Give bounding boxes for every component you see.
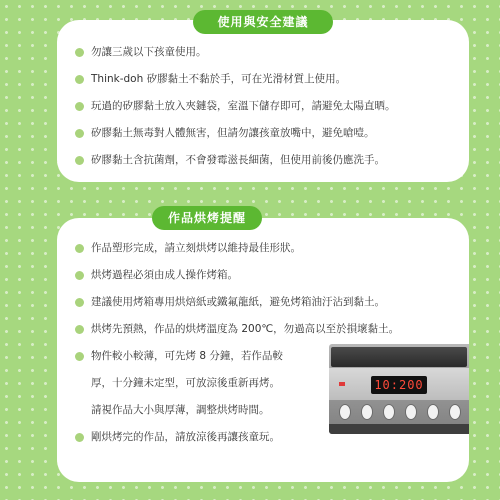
oven-knob-icon xyxy=(361,404,373,420)
item-text: 剛烘烤完的作品，請放涼後再讓孩童玩。 xyxy=(91,431,280,443)
list-item xyxy=(75,73,461,86)
oven-knob-icon xyxy=(449,404,461,420)
oven-knob-icon xyxy=(427,404,439,420)
oven-knob-icon xyxy=(405,404,417,420)
item-text-line: 厚，十分鐘未定型，可放涼後重新再烤。 xyxy=(91,377,280,389)
oven-photo xyxy=(329,344,469,434)
bullet-dot-icon xyxy=(75,271,84,280)
item-text: 烘烤過程必須由成人操作烤箱。 xyxy=(91,269,238,281)
baking-panel xyxy=(57,211,469,482)
safety-list xyxy=(75,46,461,181)
oven-window xyxy=(331,347,467,367)
oven-display: 10:200 xyxy=(371,376,427,394)
bullet-dot-icon xyxy=(75,298,84,307)
oven-knob-icon xyxy=(339,404,351,420)
item-text: 玩過的矽膠黏土放入夾鏈袋，室溫下儲存即可，請避免太陽直晒。 xyxy=(91,100,396,112)
bullet-dot-icon xyxy=(75,325,84,334)
oven-indicator-light xyxy=(339,382,345,386)
bullet-dot-icon xyxy=(75,352,84,361)
bullet-dot-icon xyxy=(75,244,84,253)
item-text-line: 請視作品大小與厚薄，調整烘烤時間。 xyxy=(91,404,270,416)
list-item xyxy=(75,154,461,167)
baking-header: 作品烘烤提醒 xyxy=(152,206,262,230)
item-text: 作品塑形完成，請立刻烘烤以維持最佳形狀。 xyxy=(91,242,301,254)
oven-control-panel xyxy=(329,368,469,400)
item-text: Think-doh 矽膠黏土不黏於手，可在光滑材質上使用。 xyxy=(91,73,347,85)
item-text: 矽膠黏土無毒對人體無害，但請勿讓孩童放嘴中，避免嗆噎。 xyxy=(91,127,375,139)
bullet-dot-icon xyxy=(75,433,84,442)
bullet-dot-icon xyxy=(75,48,84,57)
list-item xyxy=(75,127,461,140)
item-text: 矽膠黏土含抗菌劑，不會發霉滋長細菌，但使用前後仍應洗手。 xyxy=(91,154,385,166)
bullet-dot-icon xyxy=(75,129,84,138)
bullet-dot-icon xyxy=(75,102,84,111)
item-text-line: 物件較小較薄，可先烤 8 分鐘，若作品較 xyxy=(91,350,283,362)
list-item xyxy=(75,242,461,255)
oven-knob-icon xyxy=(383,404,395,420)
list-item xyxy=(75,100,461,113)
list-item xyxy=(75,323,461,336)
list-item xyxy=(75,269,461,282)
item-text: 建議使用烤箱專用烘焙紙或鐵氟龍紙，避免烤箱油汙沾到黏土。 xyxy=(91,296,385,308)
bullet-dot-icon xyxy=(75,75,84,84)
safety-header: 使用與安全建議 xyxy=(193,10,333,34)
oven-knobs xyxy=(335,404,467,420)
bullet-dot-icon xyxy=(75,156,84,165)
item-text: 烘烤先預熱，作品的烘烤溫度為 200℃，勿過高以至於損壞黏土。 xyxy=(91,323,400,335)
list-item xyxy=(75,296,461,309)
oven-door xyxy=(329,424,469,434)
item-text: 勿讓三歲以下孩童使用。 xyxy=(91,46,207,58)
list-item xyxy=(75,46,461,59)
safety-panel xyxy=(57,15,469,182)
